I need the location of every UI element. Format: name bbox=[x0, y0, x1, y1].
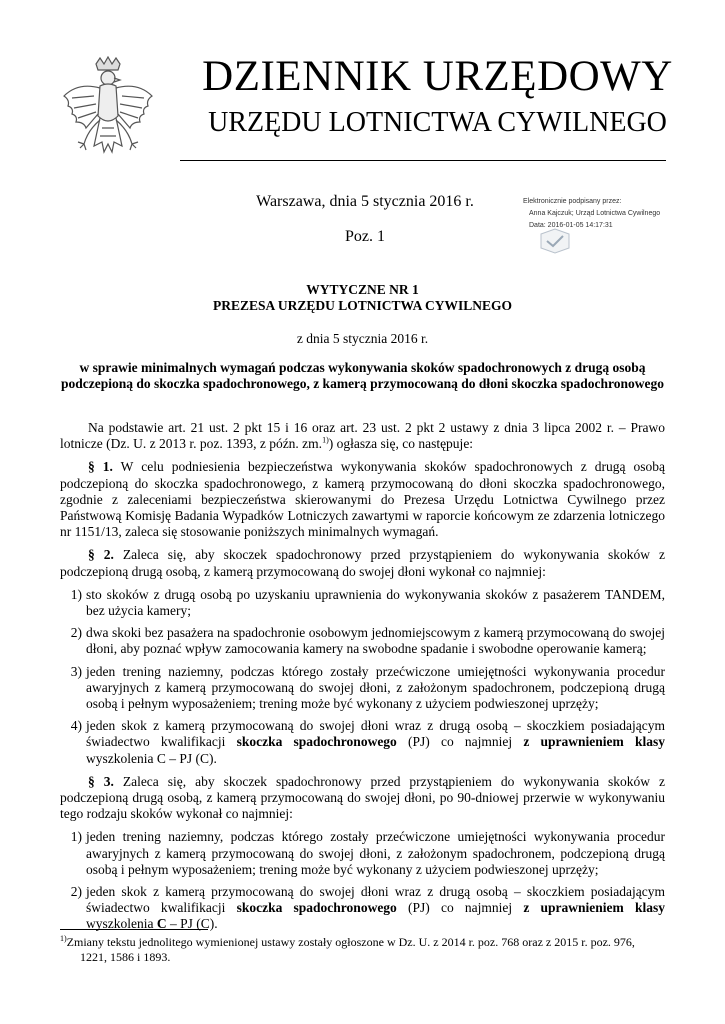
list-item bbox=[60, 664, 665, 713]
section-2-list bbox=[60, 587, 665, 767]
list-text: dwa skoki bez pasażera na spadochronie osobowym jednomiejscowym z kamerą przymocowaną do swojej dłoni, aby poznać wpływ zamocowania kamery na swobodne spadanie i swobodne operowanie kamerą; bbox=[86, 625, 665, 657]
footnote bbox=[60, 935, 665, 965]
section-text: Zaleca się, aby skoczek spadochronowy przed przystąpieniem do wykonywania skoków z podczepioną drugą osobą, z kamerą przymocowaną do swojej dłoni wykonał co najmniej: bbox=[60, 547, 666, 579]
list-item bbox=[60, 718, 665, 767]
list-item bbox=[60, 829, 665, 878]
footnote-text-cont: 1221, 1586 i 1893. bbox=[80, 950, 171, 964]
list-text: jeden trening naziemny, podczas którego zostały przećwiczone umiejętności wykonywania procedur awaryjnych z kamerą przymocowaną do swojej dłoni, z założonym spadochronem, podczepioną drugą osobą i pełnym wyposażeniem; trening może być wykonany z użyciem podwieszonej uprzęży; bbox=[86, 663, 665, 712]
position-number: Poz. 1 bbox=[345, 228, 385, 245]
section-2 bbox=[60, 547, 665, 579]
document-subject: w sprawie minimalnych wymagań podczas wykonywania skoków spadochronowych z drugą osobą podczepioną do skoczka spadochronowego, z kamerą przymocowaną do dłoni skoczka spadochronowego bbox=[61, 360, 664, 391]
journal-subtitle: URZĘDU LOTNICTWA CYWILNEGO bbox=[208, 107, 667, 138]
place-date: Warszawa, dnia 5 stycznia 2016 r. bbox=[256, 193, 474, 210]
intro-paragraph bbox=[60, 420, 665, 452]
section-3 bbox=[60, 774, 665, 823]
footnote-text: Zmiany tekstu jednolitego wymienionej ustawy zostały ogłoszone w Dz. U. z 2014 r. poz. 768 oraz z 2015 r. poz. 976, bbox=[66, 935, 635, 949]
footnote-marker: 1) bbox=[60, 934, 67, 943]
list-item bbox=[60, 625, 665, 657]
signature-label: Elektronicznie podpisany przez: bbox=[523, 198, 622, 205]
list-number: 4) bbox=[70, 718, 82, 734]
list-number: 1) bbox=[70, 586, 82, 602]
footnote-divider bbox=[60, 929, 208, 930]
header-divider bbox=[180, 160, 666, 161]
section-1 bbox=[60, 459, 665, 540]
signature-date: Data: 2016-01-05 14:17:31 bbox=[529, 222, 613, 229]
list-number: 1) bbox=[70, 829, 82, 845]
section-text: Zaleca się, aby skoczek spadochronowy przed przystąpieniem do wykonywania skoków z podczepioną drugą osobą, z kamerą przymocowaną do swojej dłoni, po 90-dniowej przerwie w wykonywaniu tego rodzaju skoków wykonał co najmniej: bbox=[60, 773, 666, 822]
polish-eagle-emblem bbox=[58, 56, 158, 174]
section-label: § 3. bbox=[88, 773, 114, 789]
document-issuer: PREZESA URZĘDU LOTNICTWA CYWILNEGO bbox=[213, 298, 512, 313]
signature-signer: Anna Kajczuk; Urząd Lotnictwa Cywilnego bbox=[529, 210, 661, 217]
section-label: § 1. bbox=[88, 459, 113, 475]
journal-title: DZIENNIK URZĘDOWY bbox=[202, 53, 673, 100]
section-3-list bbox=[60, 829, 665, 932]
intro-text-end: ) ogłasza się, co następuje: bbox=[328, 436, 474, 452]
list-text: jeden skok z kamerą przymocowaną do swojej dłoni wraz z drugą osobą – skoczkiem posiadającym świadectwo kwalifikacji skoczka spadochronowego (PJ) co najmniej z uprawnieniem klasy wyszkolenia C – PJ (C). bbox=[86, 718, 665, 766]
verified-signature-icon bbox=[537, 228, 573, 254]
list-number: 3) bbox=[70, 663, 82, 679]
section-label: § 2. bbox=[88, 547, 114, 563]
list-text: jeden trening naziemny, podczas którego zostały przećwiczone umiejętności wykonywania procedur awaryjnych z kamerą przymocowaną do swojej dłoni, z założonym spadochronem, podczepioną drugą osobą i pełnym wyposażeniem; trening może być wykonany z użyciem podwieszonej uprzęży; bbox=[86, 829, 665, 877]
intro-text: Na podstawie art. 21 ust. 2 pkt 15 i 16 oraz art. 23 ust. 2 pkt 2 ustawy z dnia 3 lipca 2002 r. – Prawo lotnicze (Dz. U. z 2013 r. poz. 1393, z późn. zm. bbox=[60, 420, 665, 452]
list-number: 2) bbox=[70, 625, 82, 641]
section-text: W celu podniesienia bezpieczeństwa wykonywania skoków spadochronowych z drugą osobą podczepioną do skoczka spadochronowego, z kamerą przymocowaną do dłoni skoczka spadochronowego, zgodnie z zaleceniami bezpieczeństwa skierowanymi do Prezesa Urzędu Lotnictwa Cywilnego przez Państwową Komisję Badania Wypadków Lotniczych zawartymi w raporcie końcowym ze zdarzenia lotniczego nr 1151/13, zaleca się stosowanie poniższych minimalnych wymagań. bbox=[60, 459, 666, 540]
document-date: z dnia 5 stycznia 2016 r. bbox=[296, 331, 429, 346]
list-number: 2) bbox=[70, 884, 82, 900]
electronic-signature bbox=[523, 196, 673, 266]
list-item bbox=[60, 884, 665, 933]
list-item bbox=[60, 587, 665, 619]
list-text: sto skoków z drugą osobą po uzyskaniu uprawnienia do wykonywania skoków z pasażerem TANDEM, bez użycia kamery; bbox=[86, 586, 665, 619]
list-text: jeden skok z kamerą przymocowaną do swojej dłoni wraz z drugą osobą – skoczkiem posiadającym świadectwo kwalifikacji skoczka spadochronowego (PJ) co najmniej z uprawnieniem klasy wyszkolenia C – PJ (C). bbox=[86, 884, 665, 932]
footnote-ref: 1) bbox=[322, 435, 329, 445]
document-heading: WYTYCZNE NR 1 bbox=[306, 282, 419, 297]
document-body bbox=[60, 420, 665, 940]
